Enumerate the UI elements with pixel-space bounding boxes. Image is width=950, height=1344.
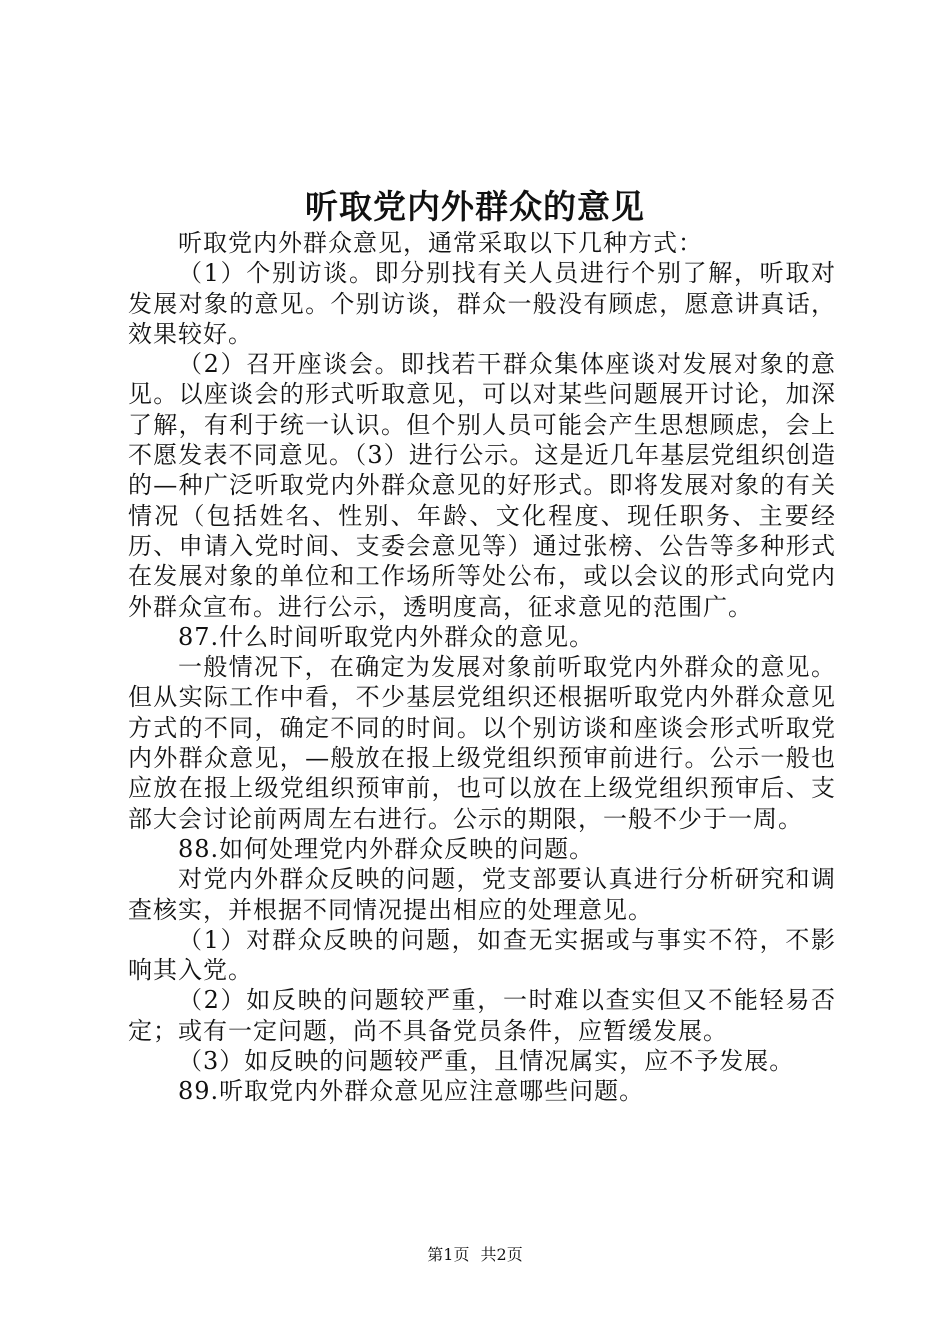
page-number: 第1页 bbox=[427, 1245, 470, 1264]
paragraph: （1）个别访谈。即分别找有关人员进行个别了解，听取对发展对象的意见。个别访谈，群众一般没有顾虑，愿意讲真话，效果较好。 bbox=[128, 259, 836, 348]
document-title: 听取党内外群众的意见 bbox=[305, 187, 645, 226]
paragraph: （2）如反映的问题较严重，一时难以查实但又不能轻易否定；或有一定问题，尚不具备党员条件，应暂缓发展。 bbox=[128, 986, 836, 1045]
page-footer bbox=[0, 1244, 950, 1266]
paragraph: 88.如何处理党内外群众反映的问题。 bbox=[178, 834, 595, 863]
page-total: 共2页 bbox=[480, 1245, 523, 1264]
paragraph: （1）对群众反映的问题，如查无实据或与事实不符，不影响其入党。 bbox=[128, 925, 836, 985]
paragraph: 对党内外群众反映的问题，党支部要认真进行分析研究和调查核实，并根据不同情况提出相应的处理意见。 bbox=[128, 865, 836, 924]
paragraph: （3）如反映的问题较严重，且情况属实，应不予发展。 bbox=[178, 1047, 795, 1076]
paragraph: 87.什么时间听取党内外群众的意见。 bbox=[178, 622, 595, 651]
paragraph: 一般情况下，在确定为发展对象前听取党内外群众的意见。但从实际工作中看，不少基层党组织还根据听取党内外群众意见方式的不同，确定不同的时间。以个别访谈和座谈会形式听取党内外群众意见，—般放在报上级党组织预审前进行。公示一般也应放在报上级党组织预审前，也可以放在上级党组织预审后、支部大会讨论前两周左右进行。公示的期限，一般不少于一周。 bbox=[128, 653, 836, 833]
paragraph: 听取党内外群众意见，通常采取以下几种方式： bbox=[178, 229, 703, 257]
paragraph: 89.听取党内外群众意见应注意哪些问题。 bbox=[178, 1077, 645, 1106]
paragraph: （2）召开座谈会。即找若干群众集体座谈对发展对象的意见。以座谈会的形式听取意见，可以对某些问题展开讨论，加深了解，有利于统一认识。但个别人员可能会产生思想顾虑，会上不愿发表不同意见。（3）进行公示。这是近几年基层党组织创造的—种广泛听取党内外群众意见的好形式。即将发展对象的有关情况（包括姓名、性别、年龄、文化程度、现任职务、主要经历、申请入党时间、支委会意见等）通过张榜、公告等多种形式在发展对象的单位和工作场所等处公布，或以会议的形式向党内外群众宣布。进行公示，透明度高，征求意见的范围广。 bbox=[128, 350, 836, 621]
document-body bbox=[128, 228, 836, 1107]
